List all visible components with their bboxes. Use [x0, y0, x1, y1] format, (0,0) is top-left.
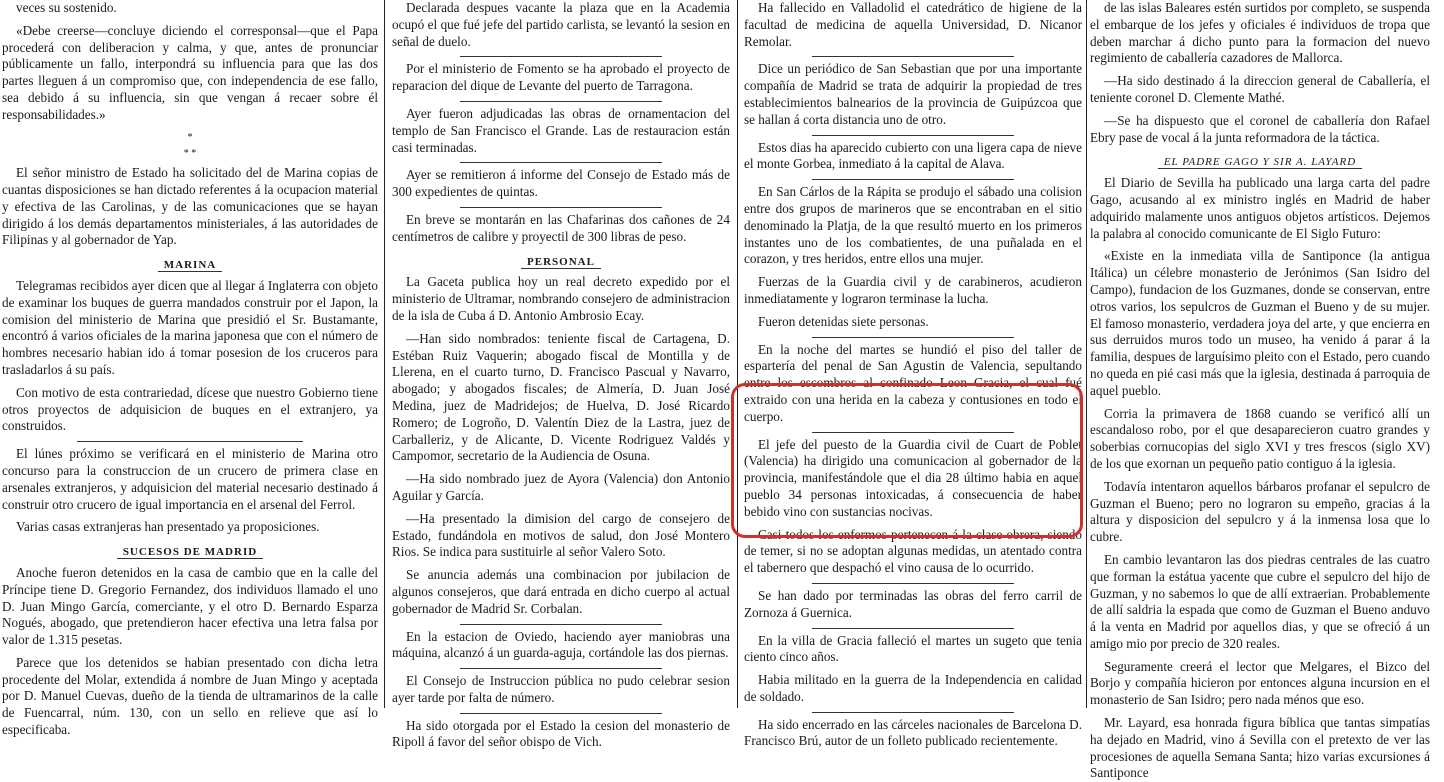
- article-paragraph: Ha fallecido en Valladolid el catedrático de higiene de la facultad de medicina de aquella Universidad, D. Nicanor Remolar.: [744, 0, 1082, 49]
- article-paragraph: En breve se montarán en las Chafarinas dos cañones de 24 centímetros de calibre y proyectil de 300 libras de peso.: [392, 211, 730, 244]
- article-paragraph: El jefe del puesto de la Guardia civil de Cuart de Poblet (Valencia) ha dirigido una comunicacion al gobernador de la provincia, manifestándole que el dia 28 último habia en aquel pueblo 34 personas intoxicadas, á consecuencia de haber bebido vino con sustancias nocivas.: [744, 436, 1082, 519]
- item-divider: [812, 583, 1015, 584]
- article-paragraph: Con motivo de esta contrariedad, dícese que nuestro Gobierno tiene otros proyectos de adquisicion de buques en el extranjero, ya construidos.: [2, 384, 378, 434]
- article-paragraph: Varias casas extranjeras han presentado ya proposiciones.: [16, 519, 320, 535]
- section-heading-text: SUCESOS DE MADRID: [117, 546, 263, 559]
- article-paragraph: En cambio levantaron las dos piedras centrales de las cuatro que forman la estátua yacente que cubre el sepulcro del hijo de Guzman, y no sabemos lo que de allí extraerian. Probablemente de allí saldria la espada que como de Guzman el Bueno anduvo á la venta en Madrid por aquellos dias, y que se ofreció á un amigo mio por precio de 320 reales.: [1090, 551, 1430, 651]
- column-rule: [384, 0, 385, 708]
- asterism: * * *: [183, 131, 197, 160]
- article-paragraph: Ayer fueron adjudicadas las obras de ornamentacion del templo de San Francisco el Grande. Las de restauracion están casi terminadas.: [392, 105, 730, 155]
- section-heading-text: EL PADRE GAGO Y SIR A. LAYARD: [1158, 156, 1362, 169]
- section-heading: [2, 257, 378, 274]
- article-paragraph: veces su sostenido.: [16, 0, 117, 15]
- article-paragraph: Todavía intentaron aquellos bárbaros profanar el sepulcro de Guzman el Bueno; pero no lograron su empeño, gracias á la altura y disposicion del sepulcro y á la inmensa losa que lo cubre.: [1090, 478, 1430, 545]
- article-paragraph: —Se ha dispuesto que el coronel de caballería don Rafael Ebry pase de vocal á la junta reformadora de la táctica.: [1090, 112, 1430, 145]
- article-paragraph: El lúnes próximo se verificará en el ministerio de Marina otro concurso para la construccion de un crucero de primera clase en arsenales extranjeros, y adquisicion del material necesario destinado á construir otro crucero de igual importancia en el arsenal del Ferrol.: [2, 446, 378, 512]
- item-divider: [460, 56, 663, 57]
- column-rule: [1086, 0, 1087, 708]
- article-paragraph: En San Cárlos de la Rápita se produjo el sábado una colision entre dos grupos de marineros que se encontraban en el sitio denominado la Platja, de la que resultó muerto en los primeros instantes uno de los combatientes, de una puñalada en el corazon, y tres heridos, entre ellos una mujer.: [744, 184, 1082, 267]
- article-paragraph: Estos dias ha aparecido cubierto con una ligera capa de nieve el monte Gorbea, inmediato á la capital de Alava.: [744, 139, 1082, 172]
- item-divider: [812, 337, 1015, 338]
- article-paragraph: —Han sido nombrados: teniente fiscal de Cartagena, D. Estéban Ruiz Vaquerin; abogado fiscal de Montilla y de Llerena, en el cuarto turno, D. Francisco Pascual y Navarro, abogado; y abogados fiscales; de Almería, D. Juan José Medina, juez de Madridejos; de Huelva, D. José Ricardo Romero; de Logroño, D. Valentín Diez de la Lastra, juez de Carballeriz, y de Alicante, D. Vicente Rodriguez Valdés y Campomor, secretario de la Audiencia de Osuna.: [392, 330, 730, 464]
- article-paragraph: Parece que los detenidos se habian presentado con dicha letra procedente del Molar, extendida á nombre de Juan Mingo y aceptada por D. Manuel Cuevas, dueño de la tienda de ultramarinos de la calle de Fuencarral, núm. 130, con un sello en relieve que así lo especificaba.: [2, 654, 378, 738]
- item-divider: [812, 432, 1015, 433]
- article-paragraph: En la noche del martes se hundió el piso del taller de espartería del penal de San Agustin de Valencia, sepultando entre los escombros al confinado Leon Gracia, el cual fué extraido con una herida en la cabeza y contusiones en todo el cuerpo.: [744, 341, 1082, 424]
- item-divider: [812, 56, 1015, 57]
- article-paragraph: En la estacion de Oviedo, haciendo ayer maniobras una máquina, alcanzó á un guarda-aguja, cortándole las dos piernas.: [392, 628, 730, 661]
- article-paragraph: —Ha sido nombrado juez de Ayora (Valencia) don Antonio Aguilar y García.: [392, 471, 730, 503]
- article-paragraph: Seguramente creerá el lector que Melgares, el Bizco del Borjo y compañía hicieron por entonces alguna incursion en el monasterio de San Isidro; pero nada ménos que eso.: [1090, 658, 1430, 708]
- article-paragraph: Declarada despues vacante la plaza que en la Academia ocupó el que fué jefe del partido carlista, se levantó la sesion en señal de duelo.: [392, 0, 730, 49]
- article-paragraph: El Consejo de Instruccion pública no pudo celebrar sesion ayer tarde por falta de número.: [392, 673, 730, 705]
- item-divider: [812, 628, 1015, 629]
- item-divider: [460, 624, 663, 625]
- article-paragraph: El Diario de Sevilla ha publicado una larga carta del padre Gago, acusando al ex ministro inglés en Madrid de haber adquirido malamente unos antiguos objetos artísticos. Dejemos la palabra al conocido comunicante de El Siglo Futuro:: [1090, 175, 1430, 241]
- article-paragraph: —Ha presentado la dimision del cargo de consejero de Estado, fundándola en motivos de salud, don José Montero Rios. Se indica para sustituirle al señor Valero Soto.: [392, 510, 730, 560]
- article-paragraph: Fuerzas de la Guardia civil y de carabineros, acudieron inmediatamente y lograron terminase la lucha.: [744, 274, 1082, 306]
- article-paragraph: Mr. Layard, esa honrada figura bíblica que tantas simpatías ha dejado en Madrid, vino á Sevilla con el pretexto de ver las procesiones de aquella Semana Santa; hizo varias excursiones á Santiponce: [1090, 715, 1430, 781]
- item-divider: [460, 162, 663, 163]
- item-divider: [77, 441, 303, 442]
- article-paragraph: Casi todos los enfermos pertenecen á la clase obrera, siendo de temer, si no se adoptan algunas medidas, un atentado contra el tabernero que despachó el vino causa de lo ocurrido.: [744, 526, 1082, 576]
- item-divider: [812, 712, 1015, 713]
- article-paragraph: de las islas Baleares estén surtidos por completo, se suspenda el embarque de los jefes y oficiales é individuos de tropa que deben marchar á dicho punto para la formacion del nuevo regimiento de caballería cazadores de Mallorca.: [1090, 0, 1430, 66]
- article-paragraph: Fueron detenidas siete personas.: [758, 313, 929, 329]
- article-paragraph: El señor ministro de Estado ha solicitado del de Marina copias de cuantas disposiciones se han dictado referentes á la ocupacion material y efectiva de las Carolinas, y de las comunicaciones que se hayan dirigido á los demás departamentos ministeriales, á las autoridades de Filipinas y al gobernador de Yap.: [2, 165, 378, 248]
- article-paragraph: «Existe en la inmediata villa de Santiponce (la antigua Itálica) un célebre monasterio de Jerónimos (San Isidro del Campo), fundacion de los Guzmanes, donde se conservan, entre otros varios, los sepulcros de Guzman el Bueno y de su mujer. El famoso monasterio, verdadera joya del arte, y que encierra en sus derruidos muros todo un museo, ha venido á parar á la familia, despues de larguísimo pleito con el Estado, pero cuando no queda en pié casi más que la iglesia, destinada á parroquia de aquel pueblo.: [1090, 248, 1430, 398]
- article-paragraph: Dice un periódico de San Sebastian que por una importante compañía de Madrid se trata de adquirir la propiedad de tres establecimientos balnearios de la provincia de Guipúzcoa que se hallan á corta distancia uno de otro.: [744, 61, 1082, 127]
- article-paragraph: Habia militado en la guerra de la Independencia en calidad de soldado.: [744, 672, 1082, 704]
- item-divider: [460, 207, 663, 208]
- item-divider: [460, 713, 663, 714]
- article-paragraph: Ayer se remitieron á informe del Consejo de Estado más de 300 expedientes de quintas.: [392, 167, 730, 200]
- column-1: [2, 0, 378, 738]
- article-paragraph: Corria la primavera de 1868 cuando se verificó allí un escandaloso robo, por el que desaparecieron cuatro grandes y soberbias cornucopias del siglo XVI y tres frescos (siglo XV) de los que exornan un pequeño patio contiguo á la iglesia.: [1090, 405, 1430, 471]
- section-heading-text: PERSONAL: [521, 256, 601, 269]
- column-rule: [737, 0, 738, 708]
- section-heading: [392, 254, 730, 271]
- column-2: [392, 0, 730, 750]
- section-heading: [1090, 154, 1430, 171]
- article-paragraph: La Gaceta publica hoy un real decreto expedido por el ministerio de Ultramar, nombrando consejero de administracion de la isla de Cuba á D. Antonio Ambrosio Ecay.: [392, 274, 730, 323]
- article-paragraph: En la villa de Gracia falleció el martes un sugeto que tenia ciento cinco años.: [744, 632, 1082, 665]
- article-paragraph: Ha sido encerrado en las cárceles nacionales de Barcelona D. Francisco Brú, autor de un folleto publicado recientemente.: [744, 716, 1082, 749]
- section-heading-text: MARINA: [158, 259, 222, 272]
- column-3: [744, 0, 1082, 749]
- item-divider: [460, 101, 663, 102]
- column-4: [1090, 0, 1430, 781]
- article-paragraph: Telegramas recibidos ayer dicen que al llegar á Inglaterra con objeto de examinar los buques de guerra mandados construir por el Japon, la comision del ministerio de Marina que presidió el Sr. Bustamante, encontró á varios oficiales de la marina japonesa que con el número de hombres necesario habian ido á tomar posesion de los cruceros para trasladarlos á su país.: [2, 277, 378, 377]
- article-paragraph: Se anuncia además una combinacion por jubilacion de algunos consejeros, que dará entrada en dicho cuerpo al actual gobernador de Madrid Sr. Corbalan.: [392, 567, 730, 616]
- article-paragraph: Anoche fueron detenidos en la casa de cambio que en la calle del Príncipe tiene D. Gregorio Fernandez, dos individuos llamado el uno D. Juan Mingo García, comerciante, y el otro D. Bernardo Esparza Nogués, abogado, que pretendieron hacer efectiva una letra falsa por valor de 1.315 pesetas.: [2, 564, 378, 648]
- section-heading: [2, 544, 378, 561]
- article-paragraph: Por el ministerio de Fomento se ha aprobado el proyecto de reparacion del dique de Levante del puerto de Tarragona.: [392, 61, 730, 94]
- article-paragraph: Ha sido otorgada por el Estado la cesion del monasterio de Ripoll á favor del señor obispo de Vich.: [392, 717, 730, 750]
- item-divider: [460, 668, 663, 669]
- item-divider: [812, 135, 1015, 136]
- article-paragraph: —Ha sido destinado á la direccion general de Caballería, el teniente coronel D. Clemente Mathé.: [1090, 73, 1430, 105]
- article-paragraph: Se han dado por terminadas las obras del ferro carril de Zornoza á Guernica.: [744, 587, 1082, 620]
- item-divider: [812, 179, 1015, 180]
- article-paragraph: «Debe creerse—concluye diciendo el corresponsal—que el Papa procederá con deliberacion y calma, y que, antes de pronunciar públicamente un fallo, interpondrá su influencia para que las dos partes lleguen á un compromiso que, con independencia de ese fallo, sea debido á su influencia, sin que vengan á recaer sobre él responsabilidades.»: [2, 22, 378, 122]
